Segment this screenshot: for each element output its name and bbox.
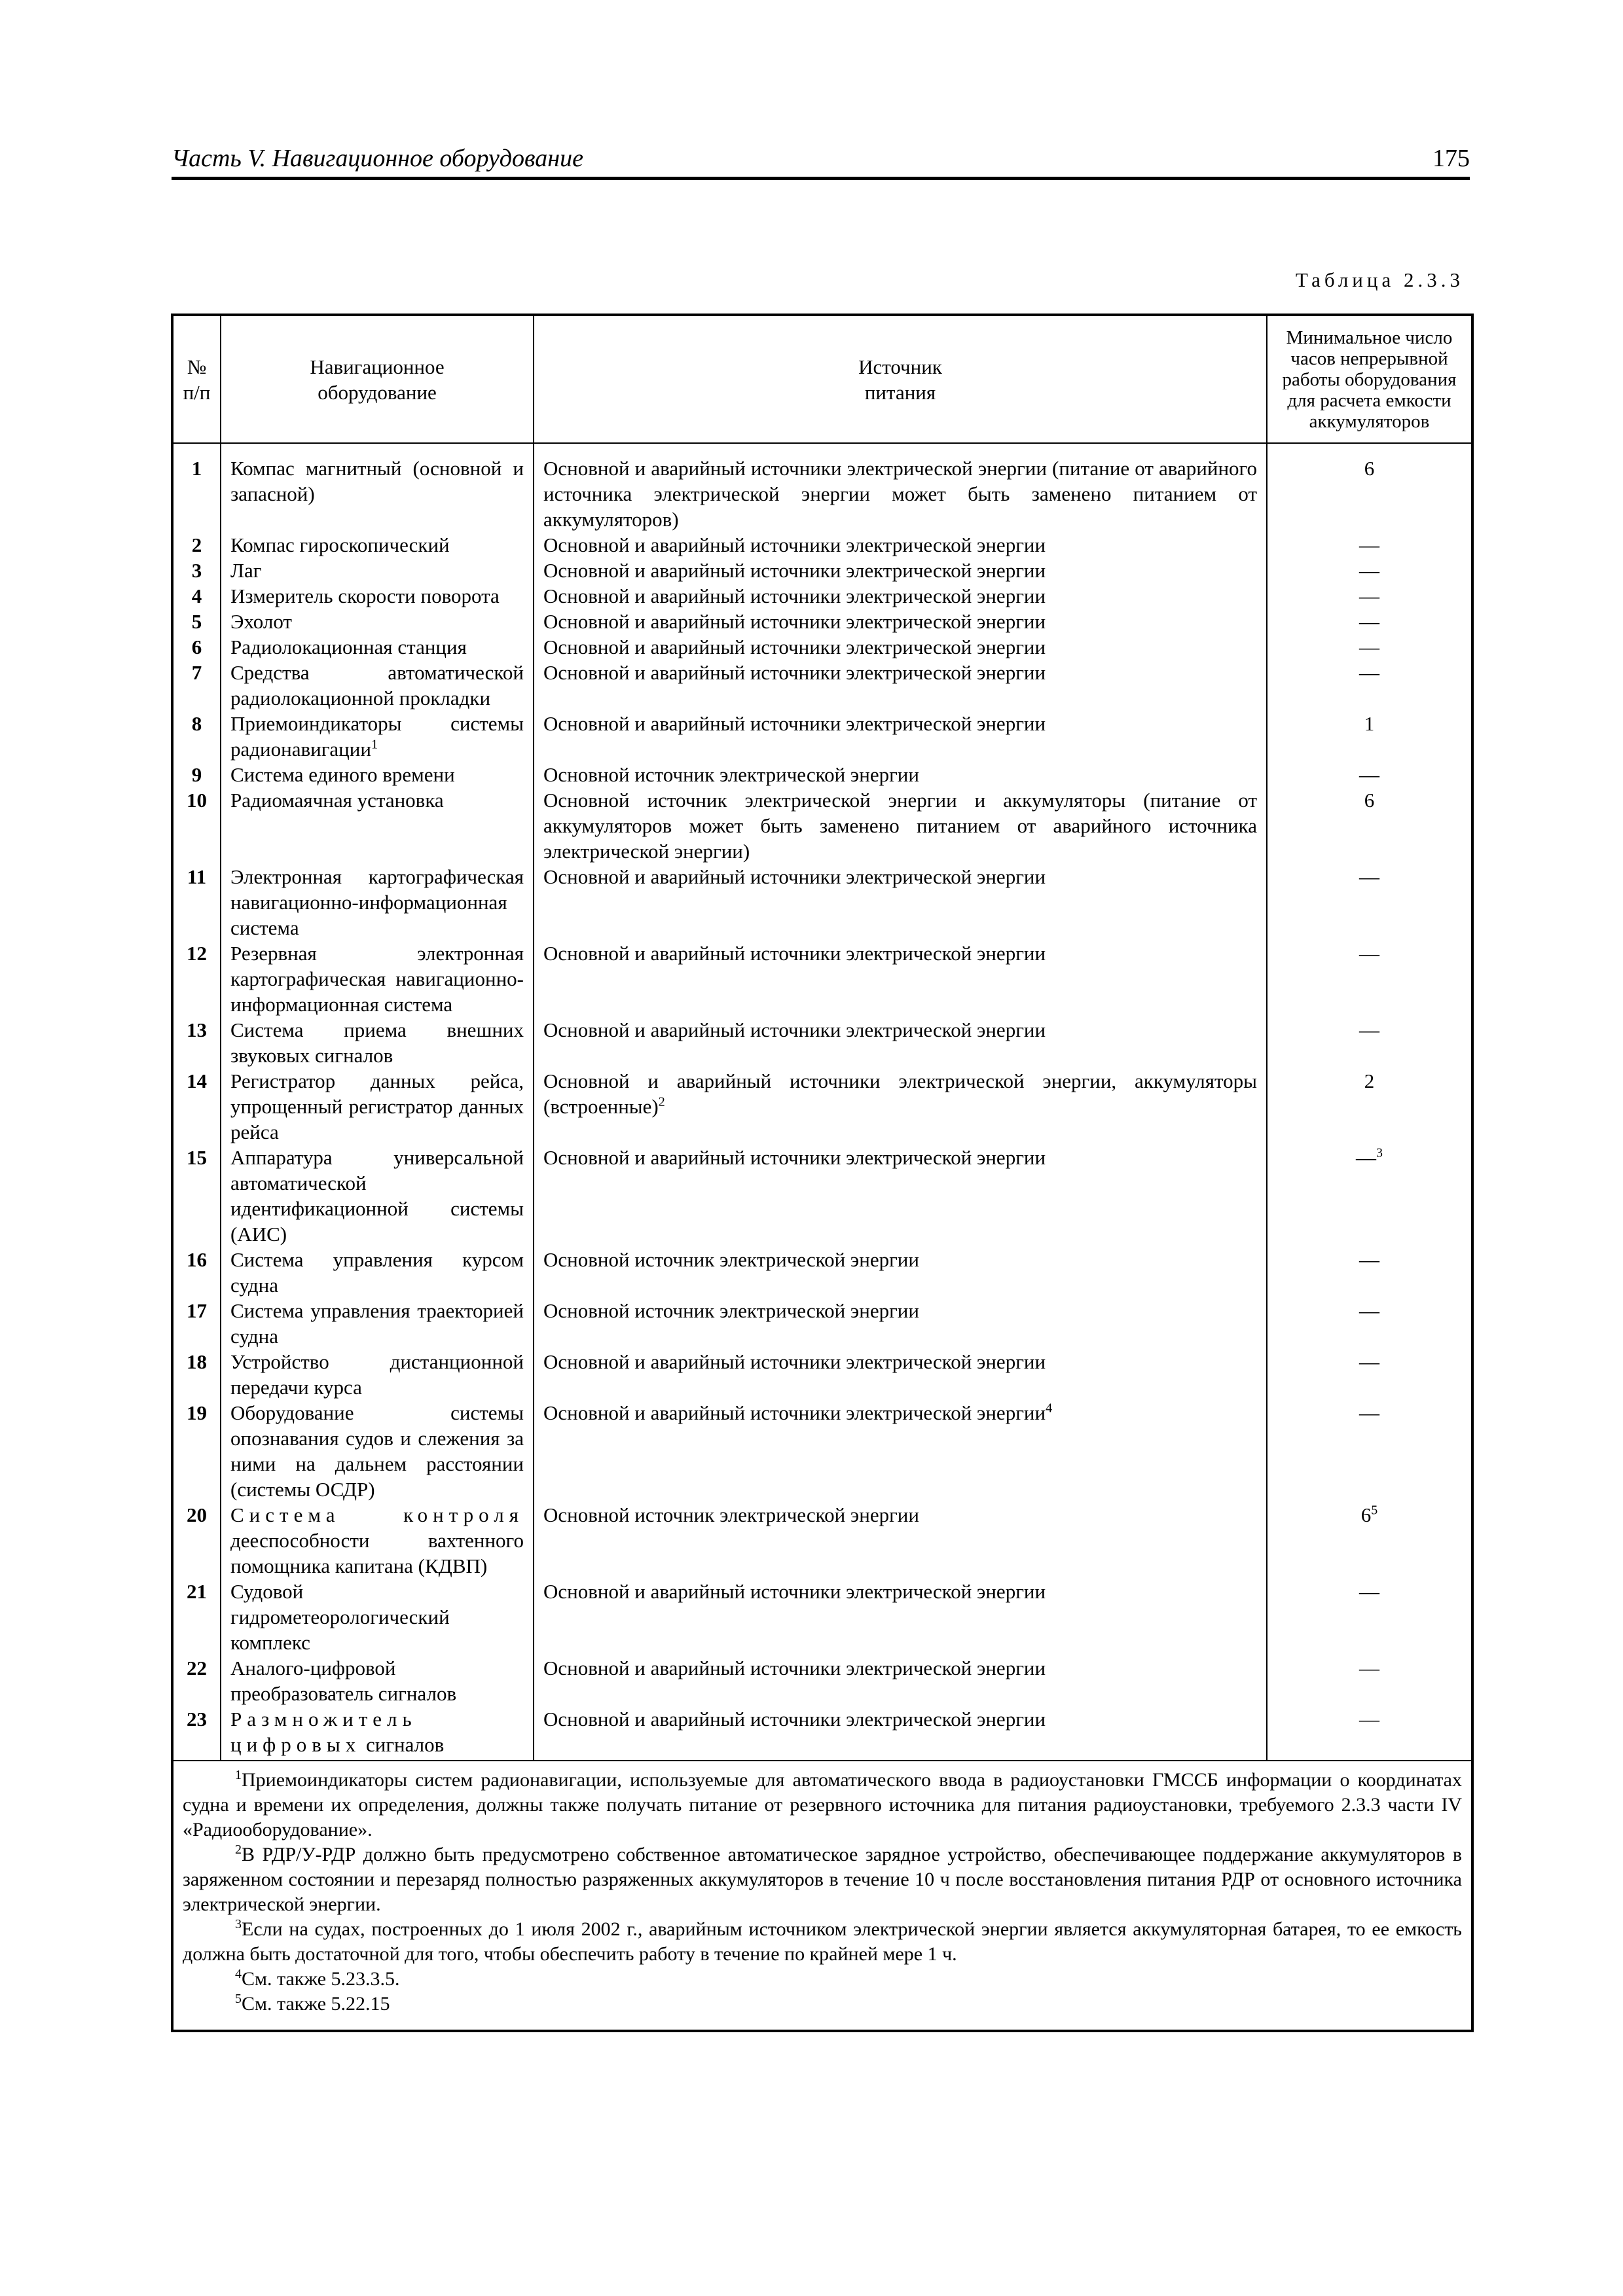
power-source: [534, 660, 1267, 711]
equipment-name-text: Радиолокационная станция: [230, 636, 467, 658]
row-number: 14: [172, 1068, 221, 1145]
min-hours-value: 2: [1364, 1069, 1375, 1092]
table-row: [172, 1349, 1472, 1400]
power-source: [534, 1655, 1267, 1706]
col-header-source: Источник питания: [534, 315, 1267, 443]
power-source: [534, 583, 1267, 609]
min-hours: [1267, 1247, 1472, 1298]
power-source-text: Основной и аварийный источники электрической энергии, аккумуляторы (встроенные): [543, 1069, 1257, 1118]
equipment-name: [221, 1349, 534, 1400]
equipment-name-text: Система управления траекторией судна: [230, 1299, 524, 1348]
table-row: [172, 787, 1472, 864]
header-rule: [172, 177, 1470, 180]
row-number: 16: [172, 1247, 221, 1298]
min-hours-value: —: [1356, 1146, 1376, 1169]
col-header-hours: Минимальное число часов непрерывной работы оборудования для расчета емкости аккумуляторов: [1267, 315, 1472, 443]
footnote: [183, 1917, 1462, 1967]
equipment-name-text: Система единого времени: [230, 763, 455, 786]
power-source-text: Основной и аварийный источники электрической энергии: [543, 1708, 1046, 1731]
row-number: 2: [172, 532, 221, 558]
table-row: [172, 609, 1472, 634]
equipment-name-text: Электронная картографическая навигационно-информационная система: [230, 865, 524, 939]
footnote-mark: 4: [235, 1967, 242, 1981]
min-hours: [1267, 1706, 1472, 1761]
power-supply-table: [171, 314, 1474, 2032]
power-source-text: Основной и аварийный источники электрической энергии: [543, 559, 1046, 582]
row-number: 8: [172, 711, 221, 762]
footnotes: [172, 1761, 1472, 2031]
min-hours-value: —: [1359, 1248, 1379, 1271]
table-row: [172, 762, 1472, 787]
equipment-name-text: Измеритель скорости поворота: [230, 584, 500, 607]
min-hours: [1267, 443, 1472, 532]
power-source: [534, 1298, 1267, 1349]
row-number: 6: [172, 634, 221, 660]
power-source: [534, 1247, 1267, 1298]
power-source: [534, 532, 1267, 558]
row-number: 9: [172, 762, 221, 787]
table-row: [172, 1579, 1472, 1655]
min-hours-value: —: [1359, 636, 1379, 658]
footnote-text: Если на судах, построенных до 1 июля 2002 г., аварийным источником электрической энергии является аккумуляторная батарея, то ее емкость должна быть достаточной для того, чтобы обеспечить работу в течение по крайней мере 1 ч.: [183, 1918, 1462, 1965]
min-hours-value: 6: [1360, 1503, 1372, 1526]
min-hours-value: 6: [1364, 457, 1375, 480]
power-source-text: Основной и аварийный источники электрической энергии: [543, 1657, 1046, 1679]
table-row: [172, 1502, 1472, 1579]
power-source-text: Основной источник электрической энергии: [543, 1503, 919, 1526]
table-row: [172, 1400, 1472, 1502]
min-hours-value: —: [1359, 559, 1379, 582]
table-body: [172, 443, 1472, 1761]
footnote-text: См. также 5.22.15: [242, 1993, 390, 2015]
power-source-text: Основной и аварийный источники электрической энергии: [543, 661, 1046, 684]
power-source-text: Основной и аварийный источники электрической энергии: [543, 942, 1046, 965]
power-source: [534, 1706, 1267, 1761]
equipment-name-text: Оборудование системы опознавания судов и слежения за ними на дальнем расстоянии (системы ОСДР): [230, 1401, 524, 1501]
equipment-name-text: дееспособности вахтенного помощника капитана (КДВП): [230, 1529, 524, 1577]
power-source-text: Основной источник электрической энергии: [543, 1299, 919, 1322]
row-number: 7: [172, 660, 221, 711]
footnote-ref: 2: [658, 1094, 665, 1109]
table-header-row: [172, 315, 1472, 443]
power-source-text: Основной и аварийный источники электрической энергии: [543, 636, 1046, 658]
footnote-ref: 1: [371, 737, 378, 752]
equipment-name: [221, 583, 534, 609]
footnote: [183, 1842, 1462, 1917]
min-hours: [1267, 864, 1472, 941]
power-source-text: Основной и аварийный источники электрической энергии: [543, 1350, 1046, 1373]
equipment-name: [221, 941, 534, 1017]
running-header: [172, 144, 1470, 178]
table-row: [172, 634, 1472, 660]
min-hours: [1267, 532, 1472, 558]
row-number: 19: [172, 1400, 221, 1502]
col-header-equipment: Навигационное оборудование: [221, 315, 534, 443]
min-hours: [1267, 1502, 1472, 1579]
footnote: [183, 1992, 1462, 2017]
min-hours-value: —: [1359, 1401, 1379, 1424]
equipment-name-text: Аппаратура универсальной автоматической идентификационной системы (АИС): [230, 1146, 524, 1246]
min-hours: [1267, 711, 1472, 762]
power-source: [534, 1017, 1267, 1068]
min-hours-value: —: [1359, 1018, 1379, 1041]
min-hours-value: —: [1359, 1350, 1379, 1373]
row-number: 1: [172, 443, 221, 532]
equipment-name: [221, 1068, 534, 1145]
table-caption: Таблица 2.3.3: [1295, 268, 1464, 291]
power-source: [534, 1579, 1267, 1655]
footnote-mark: 5: [235, 1992, 242, 2006]
min-hours: [1267, 1400, 1472, 1502]
power-source-text: Основной и аварийный источники электрической энергии: [543, 584, 1046, 607]
row-number: 4: [172, 583, 221, 609]
equipment-name: [221, 1706, 534, 1761]
row-number: 21: [172, 1579, 221, 1655]
footnote-mark: 2: [235, 1842, 242, 1857]
min-hours: [1267, 609, 1472, 634]
page-number: 175: [1432, 145, 1470, 172]
row-number: 17: [172, 1298, 221, 1349]
power-source-text: Основной и аварийный источники электрической энергии: [543, 1018, 1046, 1041]
row-number: 10: [172, 787, 221, 864]
footnote-ref: 4: [1046, 1401, 1053, 1416]
equipment-name: [221, 1017, 534, 1068]
table-row: [172, 532, 1472, 558]
footnote-mark: 1: [235, 1768, 242, 1782]
footnote-mark: 3: [235, 1917, 242, 1931]
table-row: [172, 558, 1472, 583]
min-hours: [1267, 1349, 1472, 1400]
equipment-name-text: Судовой гидрометеорологический комплекс: [230, 1580, 450, 1654]
power-source-text: Основной источник электрической энергии: [543, 1248, 919, 1271]
table-row: [172, 1706, 1472, 1761]
equipment-name: [221, 634, 534, 660]
power-source-text: Основной и аварийный источники электрической энергии: [543, 712, 1046, 735]
power-source-text: Основной и аварийный источники электрической энергии: [543, 1401, 1046, 1424]
footnote-text: См. также 5.23.3.5.: [242, 1968, 400, 1990]
equipment-name: [221, 532, 534, 558]
table-row: [172, 941, 1472, 1017]
power-source: [534, 1502, 1267, 1579]
row-number: 18: [172, 1349, 221, 1400]
power-source-text: Основной и аварийный источники электрической энергии: [543, 610, 1046, 633]
equipment-name-spaced: Размножитель цифровых: [230, 1708, 417, 1756]
row-number: 15: [172, 1145, 221, 1247]
power-source-text: Основной и аварийный источники электрической энергии: [543, 533, 1046, 556]
power-source-text: Основной источник электрической энергии: [543, 763, 919, 786]
min-hours: [1267, 941, 1472, 1017]
equipment-name-text: Система приема внешних звуковых сигналов: [230, 1018, 524, 1067]
equipment-name-text: Радиомаячная установка: [230, 789, 444, 812]
equipment-name: [221, 1145, 534, 1247]
equipment-name-text: Регистратор данных рейса, упрощенный регистратор данных рейса: [230, 1069, 524, 1143]
table-row: [172, 1298, 1472, 1349]
min-hours: [1267, 1017, 1472, 1068]
min-hours: [1267, 634, 1472, 660]
power-source: [534, 634, 1267, 660]
min-hours: [1267, 787, 1472, 864]
min-hours-value: 1: [1364, 712, 1375, 735]
power-source: [534, 609, 1267, 634]
table-row: [172, 583, 1472, 609]
table-row: [172, 864, 1472, 941]
row-number: 12: [172, 941, 221, 1017]
min-hours: [1267, 660, 1472, 711]
equipment-name-text: Компас гироскопический: [230, 533, 450, 556]
footnotes-row: [172, 1761, 1472, 2031]
equipment-name-text: Система управления курсом судна: [230, 1248, 524, 1297]
power-source-text: Основной и аварийный источники электрической энергии: [543, 1146, 1046, 1169]
equipment-name: [221, 787, 534, 864]
equipment-name-text: Эхолот: [230, 610, 292, 633]
row-number: 13: [172, 1017, 221, 1068]
min-hours-value: —: [1359, 942, 1379, 965]
min-hours-value: —: [1359, 610, 1379, 633]
equipment-name-spaced: Система контроля: [230, 1503, 524, 1526]
equipment-name: [221, 1400, 534, 1502]
power-source: [534, 762, 1267, 787]
power-source-text: Основной и аварийный источники электрической энергии: [543, 1580, 1046, 1603]
power-source: [534, 864, 1267, 941]
power-source: [534, 1068, 1267, 1145]
table-row: [172, 1145, 1472, 1247]
equipment-name-text: Устройство дистанционной передачи курса: [230, 1350, 524, 1399]
table-row: [172, 660, 1472, 711]
power-source: [534, 1400, 1267, 1502]
table-row: [172, 1655, 1472, 1706]
equipment-name: [221, 443, 534, 532]
min-hours: [1267, 1655, 1472, 1706]
footnote-ref: 3: [1376, 1145, 1383, 1160]
power-source: [534, 787, 1267, 864]
row-number: 23: [172, 1706, 221, 1761]
equipment-name: [221, 864, 534, 941]
min-hours: [1267, 1145, 1472, 1247]
min-hours: [1267, 558, 1472, 583]
min-hours: [1267, 1068, 1472, 1145]
row-number: 3: [172, 558, 221, 583]
min-hours-value: 6: [1364, 789, 1375, 812]
min-hours-value: —: [1359, 661, 1379, 684]
footnote-text: Приемоиндикаторы систем радионавигации, используемые для автоматического ввода в радиоустановки ГМССБ информации о координатах судна и времени их определения, должны также получать питание от резервного источника для питания радиоустановки, требуемого 2.3.3 части IV «Радиооборудование».: [183, 1769, 1462, 1840]
equipment-name: [221, 1502, 534, 1579]
col-header-num: № п/п: [172, 315, 221, 443]
power-source: [534, 1349, 1267, 1400]
equipment-name: [221, 609, 534, 634]
power-source: [534, 941, 1267, 1017]
min-hours-value: —: [1359, 763, 1379, 786]
footnote: [183, 1967, 1462, 1992]
min-hours-value: —: [1359, 1299, 1379, 1322]
table-row: [172, 1247, 1472, 1298]
equipment-name: [221, 1247, 534, 1298]
footnote: [183, 1768, 1462, 1842]
footnote-text: В РДР/У-РДР должно быть предусмотрено собственное автоматическое зарядное устройство, обеспечивающее поддержание аккумуляторов в заряженном состоянии и перезаряд полностью разряженных аккумуляторов в течение 10 ч после восстановления питания РДР от основного источника электрической энергии.: [183, 1844, 1462, 1915]
min-hours-value: —: [1359, 1657, 1379, 1679]
equipment-name: [221, 711, 534, 762]
min-hours: [1267, 1298, 1472, 1349]
power-source: [534, 443, 1267, 532]
row-number: 20: [172, 1502, 221, 1579]
row-number: 11: [172, 864, 221, 941]
table-row: [172, 1017, 1472, 1068]
running-title: Часть V. Навигационное оборудование: [172, 145, 583, 172]
equipment-name-text: Резервная электронная картографическая навигационно-информационная система: [230, 942, 524, 1016]
min-hours-value: —: [1359, 1708, 1379, 1731]
row-number: 5: [172, 609, 221, 634]
equipment-name-text: Приемоиндикаторы системы радионавигации: [230, 712, 524, 761]
equipment-name-text: Средства автоматической радиолокационной прокладки: [230, 661, 524, 709]
power-source-text: Основной и аварийный источники электрической энергии: [543, 865, 1046, 888]
table-row: [172, 1068, 1472, 1145]
equipment-name-text: Лаг: [230, 559, 262, 582]
power-source: [534, 1145, 1267, 1247]
min-hours-value: —: [1359, 533, 1379, 556]
equipment-name: [221, 1579, 534, 1655]
min-hours-value: —: [1359, 865, 1379, 888]
power-source-text: Основной и аварийный источники электрической энергии (питание от аварийного источника электрической энергии может быть заменено питанием от аккумуляторов): [543, 457, 1257, 531]
min-hours: [1267, 583, 1472, 609]
equipment-name-text: Компас магнитный (основной и запасной): [230, 457, 524, 505]
power-source-text: Основной источник электрической энергии и аккумуляторы (питание от аккумуляторов может быть заменено питанием от аварийного источника электрической энергии): [543, 789, 1257, 863]
equipment-name: [221, 1298, 534, 1349]
table-row: [172, 711, 1472, 762]
power-source: [534, 558, 1267, 583]
equipment-name: [221, 762, 534, 787]
equipment-name: [221, 1655, 534, 1706]
min-hours: [1267, 762, 1472, 787]
equipment-name: [221, 660, 534, 711]
row-number: 22: [172, 1655, 221, 1706]
min-hours-value: —: [1359, 584, 1379, 607]
equipment-name-text: сигналов: [365, 1733, 445, 1756]
table-row: [172, 443, 1472, 532]
footnote-ref: 5: [1371, 1503, 1378, 1518]
equipment-name-text: Аналого-цифровой преобразователь сигналов: [230, 1657, 457, 1705]
power-source: [534, 711, 1267, 762]
min-hours-value: —: [1359, 1580, 1379, 1603]
min-hours: [1267, 1579, 1472, 1655]
equipment-name: [221, 558, 534, 583]
